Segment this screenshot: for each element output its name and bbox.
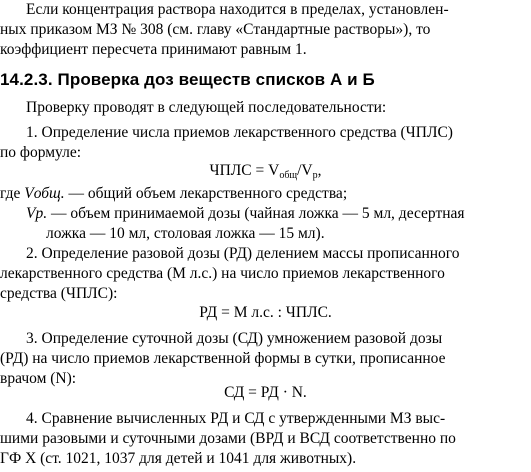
formula-chpls-sub-total: общ xyxy=(279,170,298,181)
definition-vdose xyxy=(26,204,531,223)
definition-vdose-text: — объем принимаемой дозы (чайная ложка — 5 мл, десертная xyxy=(47,205,465,222)
formula-sd: СД = РД · N. xyxy=(224,384,307,401)
formula-chpls xyxy=(0,161,531,180)
formula-chpls-lhs: ЧПЛС = V xyxy=(209,162,280,179)
step4-line-1: 4. Сравнение вычисленных РД и СД с утвержденными МЗ выс- xyxy=(26,410,446,427)
intro-line-2: ных приказом МЗ № 308 (см. главу «Стандартные растворы»), то xyxy=(0,21,431,38)
step3-line-1: 3. Определение суточной дозы (СД) умножением разовой дозы xyxy=(26,330,443,347)
intro-line-1: Если концентрация раствора находится в пределах, установлен- xyxy=(26,1,449,18)
step3-line-2: (РД) на число приемов лекарственной формы в сутки, прописанное xyxy=(0,350,446,367)
step2-line-1: 2. Определение разовой дозы (РД) делением массы прописанного xyxy=(26,245,460,262)
formula-chpls-end: , xyxy=(317,162,322,179)
definition-vdose-term: Vр. xyxy=(26,205,48,222)
step4-line-2: шими разовыми и суточными дозами (ВРД и ВСД соответственно по xyxy=(0,430,456,447)
step1-line-2: по формуле: xyxy=(0,144,82,161)
definition-vtotal-term: Vобщ. xyxy=(24,185,65,202)
formula-chpls-slash: /V xyxy=(297,162,313,179)
step2-line-2: лекарственного средства (М л.с.) на число приемов лекарственного xyxy=(0,265,445,282)
step2-line-3: средства (ЧПЛС): xyxy=(0,285,118,302)
intro-line-3: коэффициент пересчета принимают равным 1. xyxy=(0,41,307,58)
formula-rd: РД = М л.с. : ЧПЛС. xyxy=(199,304,332,321)
definition-vdose-cont: ложка — 10 мл, столовая ложка — 15 мл). xyxy=(46,225,325,242)
step4-line-3: ГФ X (ст. 1021, 1037 для детей и 1041 для животных). xyxy=(0,450,357,467)
section-heading: 14.2.3. Проверка доз веществ списков А и Б xyxy=(0,70,375,89)
definition-vtotal-text: — общий объем лекарственного средства; xyxy=(64,185,348,202)
step1-line-1: 1. Определение числа приемов лекарственного средства (ЧПЛС) xyxy=(26,124,453,141)
step3-line-3: врачом (N): xyxy=(0,370,77,387)
definition-vtotal-prefix: где xyxy=(0,185,25,202)
section-intro: Проверку проводят в следующей последовательности: xyxy=(26,99,387,116)
formula-chpls-sub-dose: р xyxy=(312,170,318,181)
definition-vtotal xyxy=(0,184,531,203)
